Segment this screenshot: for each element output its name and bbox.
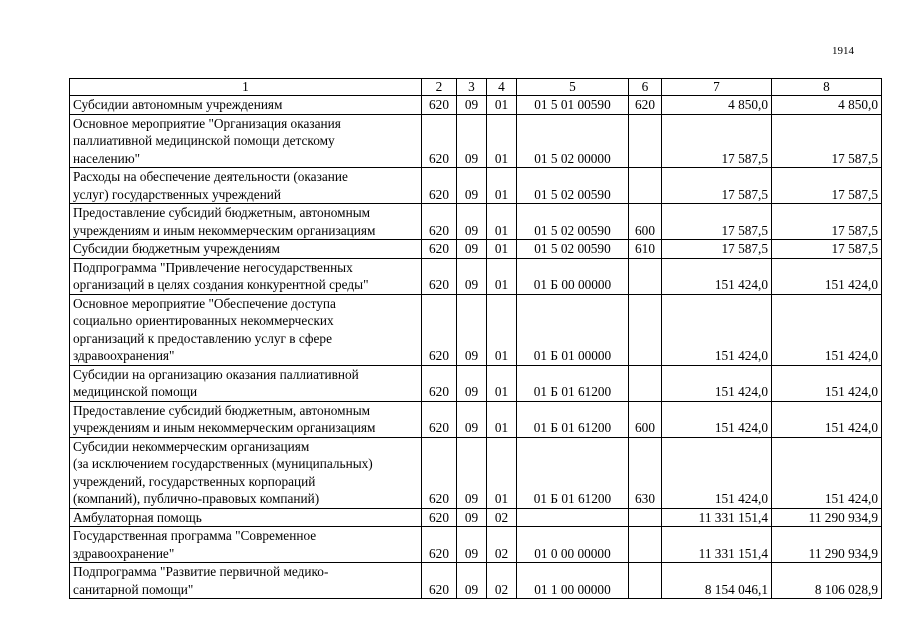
expense-type-cell: 600 bbox=[629, 204, 662, 240]
amount-year1-cell: 17 587,5 bbox=[662, 114, 772, 168]
amount-year2-cell: 151 424,0 bbox=[772, 294, 882, 365]
amount-year2-cell: 11 290 934,9 bbox=[772, 527, 882, 563]
amount-year1-cell: 8 154 046,1 bbox=[662, 563, 772, 599]
header-cell: 5 bbox=[517, 79, 629, 96]
header-cell: 7 bbox=[662, 79, 772, 96]
subsection-cell: 01 bbox=[487, 365, 517, 401]
ministry-code-cell: 620 bbox=[422, 508, 457, 527]
ministry-code-cell: 620 bbox=[422, 294, 457, 365]
amount-year1-cell: 11 331 151,4 bbox=[662, 527, 772, 563]
ministry-code-cell: 620 bbox=[422, 168, 457, 204]
section-cell: 09 bbox=[457, 365, 487, 401]
expense-type-cell: 630 bbox=[629, 437, 662, 508]
table-row bbox=[70, 563, 882, 599]
subsection-cell: 01 bbox=[487, 96, 517, 115]
table-row bbox=[70, 401, 882, 437]
header-cell: 1 bbox=[70, 79, 422, 96]
amount-year2-cell: 4 850,0 bbox=[772, 96, 882, 115]
target-article-cell: 01 Б 01 61200 bbox=[517, 401, 629, 437]
target-article-cell: 01 5 01 00590 bbox=[517, 96, 629, 115]
amount-year1-cell: 151 424,0 bbox=[662, 294, 772, 365]
table-row bbox=[70, 365, 882, 401]
row-name-cell: Основное мероприятие "Организация оказания паллиативной медицинской помощи детскому населению" bbox=[70, 114, 422, 168]
subsection-cell: 01 bbox=[487, 401, 517, 437]
ministry-code-cell: 620 bbox=[422, 240, 457, 259]
amount-year1-cell: 17 587,5 bbox=[662, 240, 772, 259]
amount-year1-cell: 17 587,5 bbox=[662, 204, 772, 240]
amount-year2-cell: 151 424,0 bbox=[772, 401, 882, 437]
expense-type-cell: 620 bbox=[629, 96, 662, 115]
row-name-cell: Предоставление субсидий бюджетным, автономным учреждениям и иным некоммерческим организациям bbox=[70, 204, 422, 240]
subsection-cell: 02 bbox=[487, 563, 517, 599]
row-name-cell: Расходы на обеспечение деятельности (оказание услуг) государственных учреждений bbox=[70, 168, 422, 204]
row-name-cell: Субсидии бюджетным учреждениям bbox=[70, 240, 422, 259]
amount-year2-cell: 17 587,5 bbox=[772, 114, 882, 168]
section-cell: 09 bbox=[457, 527, 487, 563]
header-cell: 3 bbox=[457, 79, 487, 96]
expense-type-cell bbox=[629, 527, 662, 563]
target-article-cell: 01 1 00 00000 bbox=[517, 563, 629, 599]
amount-year1-cell: 151 424,0 bbox=[662, 365, 772, 401]
table-header-row bbox=[70, 79, 882, 96]
ministry-code-cell: 620 bbox=[422, 258, 457, 294]
expense-type-cell bbox=[629, 563, 662, 599]
ministry-code-cell: 620 bbox=[422, 96, 457, 115]
section-cell: 09 bbox=[457, 563, 487, 599]
row-name-cell: Предоставление субсидий бюджетным, автономным учреждениям и иным некоммерческим организациям bbox=[70, 401, 422, 437]
amount-year2-cell: 8 106 028,9 bbox=[772, 563, 882, 599]
amount-year2-cell: 151 424,0 bbox=[772, 258, 882, 294]
subsection-cell: 01 bbox=[487, 437, 517, 508]
target-article-cell: 01 5 02 00590 bbox=[517, 240, 629, 259]
target-article-cell: 01 5 02 00000 bbox=[517, 114, 629, 168]
target-article-cell: 01 Б 00 00000 bbox=[517, 258, 629, 294]
header-cell: 4 bbox=[487, 79, 517, 96]
amount-year1-cell: 4 850,0 bbox=[662, 96, 772, 115]
target-article-cell: 01 5 02 00590 bbox=[517, 168, 629, 204]
row-name-cell: Основное мероприятие "Обеспечение доступа социально ориентированных некоммерческих организаций к предоставлению услуг в сфере здравоохранения" bbox=[70, 294, 422, 365]
target-article-cell: 01 5 02 00590 bbox=[517, 204, 629, 240]
amount-year2-cell: 151 424,0 bbox=[772, 437, 882, 508]
subsection-cell: 01 bbox=[487, 294, 517, 365]
section-cell: 09 bbox=[457, 96, 487, 115]
subsection-cell: 02 bbox=[487, 508, 517, 527]
amount-year1-cell: 11 331 151,4 bbox=[662, 508, 772, 527]
table-row bbox=[70, 527, 882, 563]
ministry-code-cell: 620 bbox=[422, 437, 457, 508]
subsection-cell: 01 bbox=[487, 114, 517, 168]
amount-year2-cell: 17 587,5 bbox=[772, 168, 882, 204]
target-article-cell bbox=[517, 508, 629, 527]
expense-type-cell bbox=[629, 168, 662, 204]
section-cell: 09 bbox=[457, 240, 487, 259]
ministry-code-cell: 620 bbox=[422, 114, 457, 168]
amount-year1-cell: 151 424,0 bbox=[662, 401, 772, 437]
subsection-cell: 02 bbox=[487, 527, 517, 563]
expense-type-cell: 610 bbox=[629, 240, 662, 259]
ministry-code-cell: 620 bbox=[422, 563, 457, 599]
row-name-cell: Субсидии на организацию оказания паллиативной медицинской помощи bbox=[70, 365, 422, 401]
row-name-cell: Амбулаторная помощь bbox=[70, 508, 422, 527]
subsection-cell: 01 bbox=[487, 240, 517, 259]
target-article-cell: 01 Б 01 61200 bbox=[517, 437, 629, 508]
expense-type-cell bbox=[629, 365, 662, 401]
expense-type-cell bbox=[629, 294, 662, 365]
amount-year2-cell: 17 587,5 bbox=[772, 240, 882, 259]
amount-year2-cell: 151 424,0 bbox=[772, 365, 882, 401]
section-cell: 09 bbox=[457, 204, 487, 240]
header-cell: 6 bbox=[629, 79, 662, 96]
row-name-cell: Подпрограмма "Привлечение негосударственных организаций в целях создания конкурентной среды" bbox=[70, 258, 422, 294]
target-article-cell: 01 Б 01 00000 bbox=[517, 294, 629, 365]
expense-type-cell bbox=[629, 114, 662, 168]
section-cell: 09 bbox=[457, 294, 487, 365]
expense-type-cell bbox=[629, 508, 662, 527]
row-name-cell: Субсидии некоммерческим организациям (за исключением государственных (муниципальных) учреждений, государственных корпораций (компаний), публично-правовых компаний) bbox=[70, 437, 422, 508]
ministry-code-cell: 620 bbox=[422, 365, 457, 401]
expense-type-cell: 600 bbox=[629, 401, 662, 437]
subsection-cell: 01 bbox=[487, 168, 517, 204]
table-row bbox=[70, 294, 882, 365]
table-row bbox=[70, 508, 882, 527]
subsection-cell: 01 bbox=[487, 258, 517, 294]
ministry-code-cell: 620 bbox=[422, 527, 457, 563]
subsection-cell: 01 bbox=[487, 204, 517, 240]
target-article-cell: 01 0 00 00000 bbox=[517, 527, 629, 563]
ministry-code-cell: 620 bbox=[422, 401, 457, 437]
amount-year2-cell: 17 587,5 bbox=[772, 204, 882, 240]
amount-year1-cell: 151 424,0 bbox=[662, 437, 772, 508]
table-row bbox=[70, 204, 882, 240]
row-name-cell: Субсидии автономным учреждениям bbox=[70, 96, 422, 115]
header-cell: 8 bbox=[772, 79, 882, 96]
section-cell: 09 bbox=[457, 168, 487, 204]
amount-year1-cell: 151 424,0 bbox=[662, 258, 772, 294]
table-row bbox=[70, 114, 882, 168]
ministry-code-cell: 620 bbox=[422, 204, 457, 240]
budget-table bbox=[69, 78, 882, 599]
table-row bbox=[70, 168, 882, 204]
row-name-cell: Государственная программа "Современное здравоохранение" bbox=[70, 527, 422, 563]
table-row bbox=[70, 96, 882, 115]
amount-year1-cell: 17 587,5 bbox=[662, 168, 772, 204]
section-cell: 09 bbox=[457, 437, 487, 508]
section-cell: 09 bbox=[457, 401, 487, 437]
header-cell: 2 bbox=[422, 79, 457, 96]
page-number: 1914 bbox=[832, 45, 854, 57]
row-name-cell: Подпрограмма "Развитие первичной медико- санитарной помощи" bbox=[70, 563, 422, 599]
section-cell: 09 bbox=[457, 114, 487, 168]
expense-type-cell bbox=[629, 258, 662, 294]
section-cell: 09 bbox=[457, 508, 487, 527]
table-row bbox=[70, 437, 882, 508]
section-cell: 09 bbox=[457, 258, 487, 294]
table-row bbox=[70, 258, 882, 294]
target-article-cell: 01 Б 01 61200 bbox=[517, 365, 629, 401]
table-row bbox=[70, 240, 882, 259]
amount-year2-cell: 11 290 934,9 bbox=[772, 508, 882, 527]
